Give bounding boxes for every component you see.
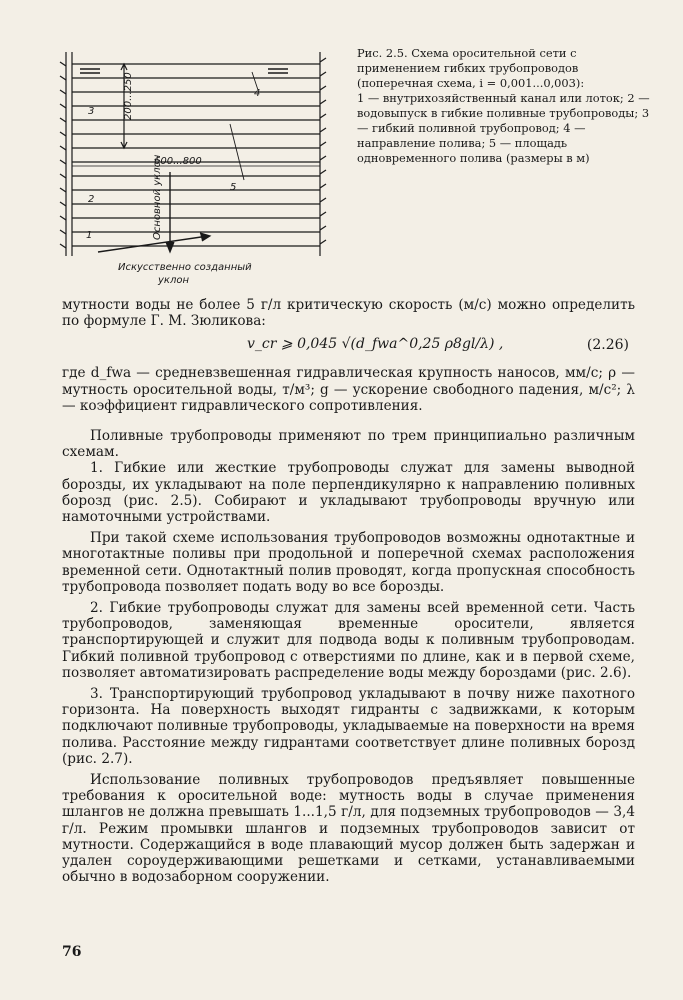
paragraph: мутности воды не более 5 г/л критическую скорость (м/с) можно определить по формуле Г. М. Зюликова: — [62, 297, 635, 330]
callout-5: 5 — [230, 182, 237, 193]
callout-1: 1 — [86, 230, 93, 241]
caption-legend: 1 — внутрихозяйственный канал или лоток; 2 — водовыпуск в гибкие поливные трубопроводы; 3 — гибкий поливной трубопровод; 4 — направление полива; 5 — площадь одновременного полива (размеры в м) — [357, 91, 650, 165]
caption-title: Рис. 2.5. Схема оросительной сети с применением гибких трубопроводов (поперечная схема, i = 0,001...0,003): — [357, 46, 585, 90]
paragraph: 1. Гибкие или жесткие трубопроводы служат для замены выводной борозды, их укладывают на поле перпендикулярно к направлению поливных борозд (рис. 2.5). Собирают и укладывают трубопроводы вручную или намоточными устройствами. — [62, 460, 635, 526]
body-text — [62, 297, 635, 886]
irrigation-scheme-diagram — [58, 44, 348, 294]
figure-caption — [357, 46, 652, 166]
formula: v_cr ⩾ 0,045 √(d_fwa^0,25 ρ8gl/λ) , — [247, 336, 504, 353]
dim-vertical-label: 200...250 — [123, 72, 134, 120]
callout-3: 3 — [88, 106, 95, 117]
paragraph: Поливные трубопроводы применяют по трем принципиально различным схемам. — [62, 428, 635, 461]
formula-row — [62, 333, 635, 361]
formula-number: (2.26) — [586, 337, 629, 354]
callout-4: 4 — [254, 88, 261, 99]
dim-horizontal-label: 600...800 — [154, 156, 202, 167]
paragraph: 3. Транспортирующий трубопровод укладывают в почву ниже пахотного горизонта. На поверхность выходят гидранты с задвижками, к которым подключают поливные трубопроводы, укладываемые на поверхности на время полива. Расстояние между гидрантами соответствует длине поливных борозд (рис. 2.7). — [62, 686, 635, 767]
irrigation-direction-marks — [80, 69, 288, 73]
artificial-slope-label-2: уклон — [158, 275, 190, 286]
flexible-pipelines — [72, 64, 320, 246]
water-outlets — [60, 58, 326, 248]
artificial-slope-label-1: Искусственно созданный — [118, 262, 252, 273]
paragraph: 2. Гибкие трубопроводы служат для замены всей временной сети. Часть трубопроводов, заменяющая временные оросители, является транспортирующей и служит для подвода воды к поливным трубопроводам. Гибкий поливной трубопровод с отверстиями по длине, как и в первой схеме, позволяет автоматизировать распределение воды между бороздами (рис. 2.6). — [62, 600, 635, 681]
paragraph: Использование поливных трубопроводов предъявляет повышенные требования к оросительной воде: мутность воды в случае применения шлангов не должна превышать 1...1,5 г/л, для подземных трубопроводов — 3,4 г/л. Режим промывки шлангов и подземных трубопроводов зависит от мутности. Содержащийся в воде плавающий мусор должен быть задержан и удален сороудерживающими решетками и сетками, устанавливаемыми обычно в водозаборном сооружении. — [62, 772, 635, 886]
paragraph: где d_fwa — средневзвешенная гидравлическая крупность наносов, мм/с; ρ — мутность оросительной воды, т/м³; g — ускорение свободного падения, м/с²; λ — коэффициент гидравлического сопротивления. — [62, 365, 635, 414]
paragraph: При такой схеме использования трубопроводов возможны однотактные и многотактные поливы при продольной и поперечной схемах расположения временной сети. Однотактный полив проводят, когда пропускная способность трубопровода позволяет подать воду во все борозды. — [62, 530, 635, 595]
callout-2: 2 — [88, 194, 95, 205]
main-slope-label: Основной уклон — [152, 154, 163, 240]
leader-line-5 — [230, 124, 244, 180]
irrigation-network-figure — [58, 44, 348, 294]
page-number: 76 — [62, 944, 82, 960]
